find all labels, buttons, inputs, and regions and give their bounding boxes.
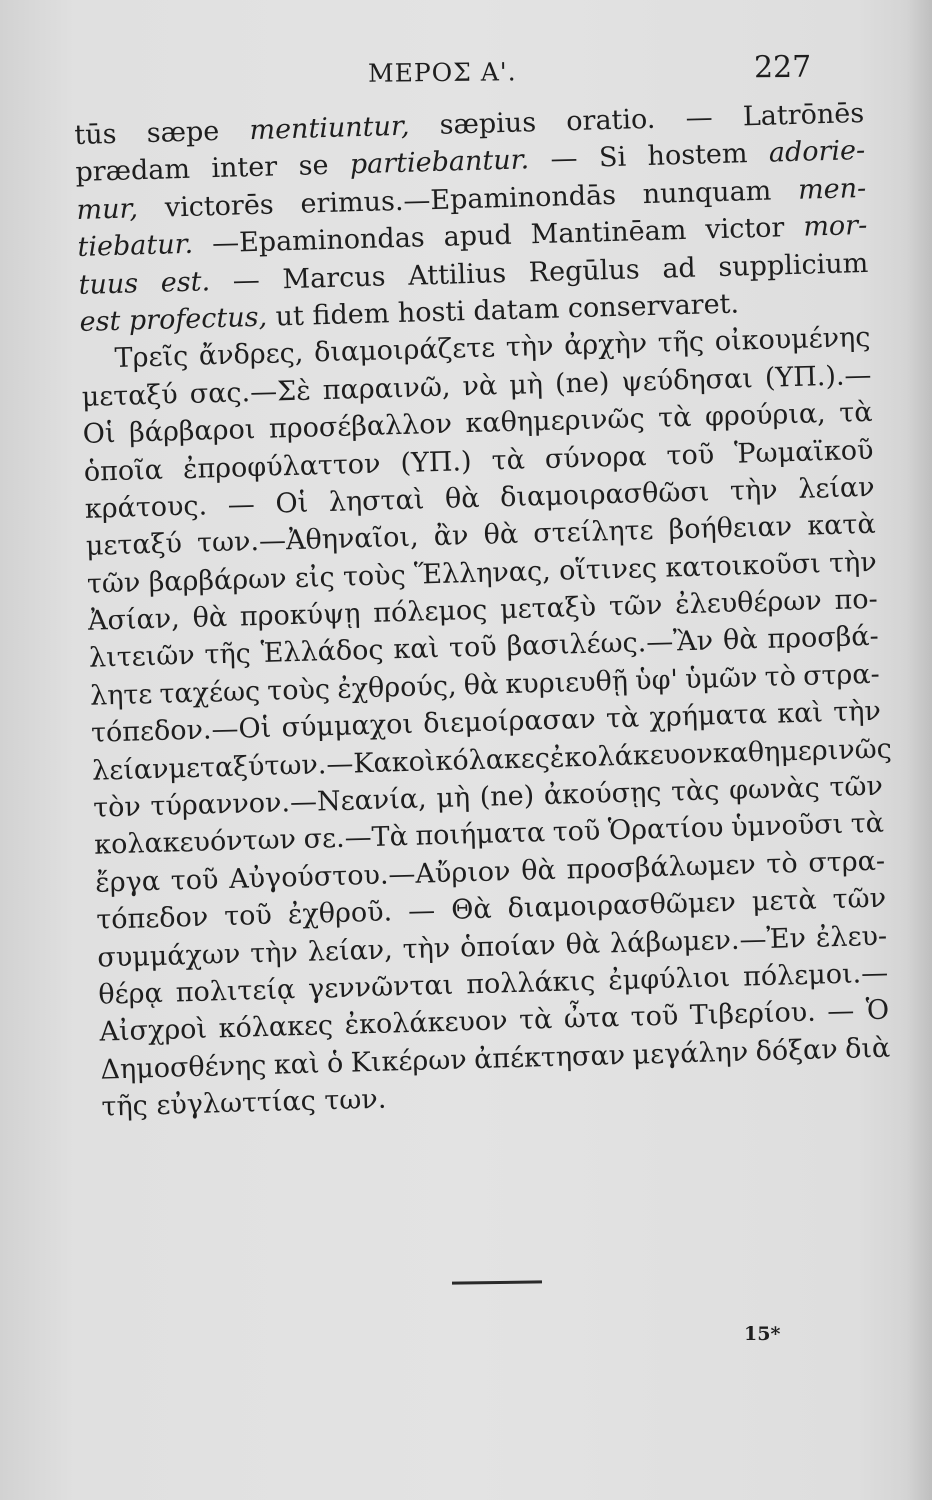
italic-word: est. (160, 265, 211, 299)
word: (ne) (554, 366, 610, 400)
word: Ἕλληνας, (413, 555, 552, 591)
word: τοῦ (223, 899, 273, 933)
word: μὴ (435, 782, 471, 815)
word: διαμοιρασθῶσι (499, 476, 710, 514)
word: τὰ (518, 1004, 553, 1037)
word: παραινῶ, (322, 371, 451, 406)
word: μεταξύ (85, 528, 183, 563)
word: θὰ (565, 928, 601, 961)
word: οἵτινες (558, 552, 658, 587)
word: καὶ (776, 697, 824, 730)
word: καθημερινῶς (465, 403, 646, 440)
word: Latrōnēs (742, 97, 865, 133)
italic-phrase: est profectus, (79, 301, 268, 338)
word: χρήματα (649, 699, 768, 734)
word: μεταξύ (81, 378, 179, 413)
word: ἐκολάκευον (344, 1005, 508, 1042)
word: ὁποίαν (459, 929, 557, 964)
word: Αὐγούστου.—Αὔριον (228, 855, 511, 895)
word: — (685, 102, 714, 134)
word: apud (443, 220, 513, 253)
word: λιτειῶν (88, 640, 196, 675)
text-run: ut fidem hosti datam conservaret. (266, 288, 740, 333)
word: θὰ (444, 482, 480, 515)
word: Θὰ (450, 893, 493, 926)
word: μεταξὺ (499, 591, 597, 626)
word: θὰ (520, 854, 557, 887)
word: σας.—Σὲ (189, 375, 312, 410)
word: Marcus (282, 260, 386, 295)
word: κολακευόντων (93, 824, 297, 862)
word: ad (661, 252, 697, 285)
word: πόλεμοι.— (742, 957, 889, 993)
word: ἐλευθέρων (674, 585, 823, 621)
word: ἄνδρες, (198, 338, 304, 372)
word: Ὁρατίου (607, 812, 724, 847)
italic-word: tiebatur. (77, 228, 194, 264)
word: συμμάχων (96, 938, 241, 974)
word: Attilius (407, 257, 507, 292)
word: tūs (74, 118, 117, 151)
word: inter (211, 151, 278, 185)
word: τὰ (850, 808, 885, 841)
word: Ἑλλάδος (260, 635, 384, 670)
word: πο- (834, 583, 879, 617)
word: θὰ (463, 669, 499, 702)
word: τὴν (505, 331, 554, 364)
word: διεμοίρασαν (422, 703, 597, 740)
word: —Epaminondas (211, 222, 426, 260)
word: τὰ (838, 396, 873, 429)
word: ἐχθροῦ. (287, 896, 393, 931)
word: τῶν (832, 882, 887, 916)
page-number: 227 (753, 49, 812, 86)
word: τοὺς (266, 673, 331, 707)
word: ἐχθρούς, (336, 670, 457, 705)
word: τοῦ (666, 438, 715, 472)
word: supplicium (718, 247, 869, 283)
word: Τρεῖς (114, 341, 189, 375)
word: se (298, 150, 329, 183)
word: κράτους. (84, 490, 208, 525)
word: κόλακες (435, 742, 551, 777)
word: φωνὰς (728, 772, 821, 806)
word: λάβωμεν.—Ἐν (609, 922, 807, 959)
word: erimus.—Epaminondās (300, 179, 617, 220)
word: — (826, 995, 855, 1028)
word: τὴν (832, 695, 882, 729)
word: ὁποῖα (83, 454, 164, 488)
word: τὸ (764, 660, 797, 693)
word: τοῦ (552, 816, 601, 849)
word: λησταὶ (328, 484, 425, 518)
word: θὰ (483, 519, 519, 552)
word: ἐκολάκευον (549, 738, 714, 774)
word: κατοικοῦσι (664, 548, 822, 584)
word: ἂν (433, 520, 469, 553)
word: Ῥωμαϊκοῦ (733, 434, 874, 470)
word: τὴν (249, 936, 299, 969)
word: (ΥΠ.) (400, 445, 472, 479)
word: σε.—Τὰ (303, 821, 409, 856)
word: διαμοιράζετε (313, 332, 496, 369)
word: τῆς (657, 326, 705, 360)
word: νὰ (462, 370, 498, 402)
word: δόξαν (755, 1033, 839, 1068)
word: (ΥΠ.).— (764, 359, 872, 394)
word: στρα- (807, 845, 886, 879)
word: Ἀσίαν, (87, 603, 181, 637)
word: θέρᾳ (98, 977, 164, 1011)
word: τὰ (657, 402, 692, 434)
word: λείαν, (307, 934, 394, 968)
word: Κικέρων (350, 1044, 468, 1079)
word: πόλεμος (372, 594, 488, 629)
word: διὰ (844, 1032, 891, 1065)
word: κατὰ (806, 509, 877, 542)
word: τὰ (491, 444, 526, 476)
word: πολλάκις (465, 965, 596, 1001)
italic-word: adorie- (768, 135, 866, 169)
word: ψεύδησαι (621, 362, 754, 398)
word: καὶ (393, 633, 440, 666)
word: — (227, 489, 256, 521)
word: θὰ (722, 624, 758, 657)
word: ποιήματα (415, 817, 546, 853)
word: τὸν (92, 791, 142, 824)
word: οἰκουμένης (714, 322, 871, 358)
word: λείαν (797, 471, 875, 505)
word: ἀκούσῃς (543, 776, 662, 812)
word: μὴ (508, 368, 544, 401)
word: τῶν (829, 770, 884, 804)
word: τῶν (608, 589, 663, 623)
word: διαμοιρασθῶμεν (507, 887, 737, 925)
word: τὴν (729, 474, 779, 507)
word: τοῦ (448, 631, 498, 665)
word: θὰ (192, 602, 228, 634)
word: τόπεδον.—Οἱ (90, 712, 272, 750)
word: λείαν (91, 753, 169, 787)
word: Ὁ (865, 994, 890, 1027)
word: oratio. (565, 103, 656, 138)
word: ὑμῶν (684, 661, 758, 696)
word: βάρβαροι (128, 414, 256, 449)
word: ὑφ' (634, 664, 679, 697)
word: τῶν (86, 567, 141, 600)
word: βαρβάρων (148, 562, 287, 598)
word: hostem (647, 138, 748, 173)
word: βασιλέως.—Ἂν (506, 625, 714, 663)
word: προσέβαλλον (268, 408, 453, 445)
word: — (232, 264, 261, 297)
word: των.—Κακοὶ (264, 745, 436, 782)
italic-word: mur, (76, 193, 139, 226)
word: τὰ (605, 702, 640, 735)
word: prædam (75, 154, 191, 189)
word: victor (704, 212, 785, 246)
word: Mantinēam (530, 215, 687, 251)
word: nunquam (642, 175, 772, 210)
word: ἀρχὴν (563, 328, 648, 362)
word: τῆς (204, 638, 252, 672)
word: σύμμαχοι (281, 709, 414, 744)
word: εἰς (294, 561, 336, 594)
word: τοὺς (342, 559, 407, 593)
text-run: τῆς εὐγλωττίας των. (101, 1083, 387, 1123)
word: τοῦ (630, 1000, 679, 1034)
word: ἐλευ- (815, 920, 888, 954)
word: προσβά- (766, 621, 880, 656)
word: γεννῶνται (307, 969, 454, 1005)
word: μετὰ (751, 884, 818, 918)
word: τὴν (402, 932, 451, 965)
word: σύνορα (544, 440, 647, 475)
word: Regūlus (528, 253, 641, 288)
word: ὁ (326, 1047, 344, 1080)
word: τοῦ (170, 864, 219, 897)
word: sæpius (439, 107, 537, 141)
word: στρα- (802, 658, 881, 692)
word: victorēs (164, 189, 275, 224)
word: ἔργα (94, 865, 161, 899)
word: ὦτα (563, 1002, 620, 1036)
word: (ne) (479, 780, 535, 813)
running-head: ΜΕΡΟΣ Α'. (367, 57, 517, 88)
body-text (74, 98, 892, 1129)
word: τύραννον.—Νεανία, (150, 783, 428, 823)
word: καθημερινῶς (712, 733, 893, 770)
word: sæpe (146, 115, 220, 149)
word: βοήθειαν (668, 511, 793, 546)
word: Δημοσθένης (100, 1049, 267, 1086)
word: — (550, 143, 578, 176)
printer-signature: 15* (744, 1323, 781, 1345)
word: Οἱ (275, 487, 309, 520)
word: μεγάλην (632, 1036, 749, 1071)
word: πολιτείᾳ (175, 974, 296, 1009)
word: Τιβερίου. (689, 997, 817, 1032)
word: των.—Ἀθηναῖοι, (196, 521, 419, 560)
word: ὑμνοῦσι (730, 809, 844, 844)
word: Αἰσχροὶ (99, 1014, 208, 1049)
word: ἀπέκτησαν (473, 1039, 626, 1075)
word: — (407, 895, 436, 928)
word: Si (598, 141, 627, 174)
word: Οἱ (82, 418, 116, 450)
word: τόπεδον (95, 901, 209, 936)
italic-word: tuus (78, 267, 139, 301)
word: προσβάλωμεν (566, 849, 757, 886)
word: προκύψῃ (239, 598, 361, 633)
word: τὸ (765, 847, 799, 880)
word: στείλητε (532, 515, 654, 550)
word: λητε (89, 678, 153, 712)
word: φρούρια, (704, 398, 827, 433)
word: ταχέως (159, 675, 261, 710)
word: μεταξύ (168, 750, 265, 785)
word: ἐμφύλιοι (607, 962, 731, 997)
word: καὶ (273, 1048, 320, 1081)
italic-word: men- (797, 172, 867, 206)
italic-word: partiebantur. (349, 144, 530, 181)
italic-word: mor- (802, 210, 868, 243)
word: κόλακες (218, 1010, 334, 1045)
word: τὴν (828, 546, 878, 579)
word: τὰς (670, 775, 720, 808)
word: κυριευθῇ (504, 665, 629, 701)
italic-word: mentiuntur, (249, 110, 410, 147)
page-edge-shadow (906, 0, 932, 1500)
word: ἐπροφύλαττον (182, 448, 381, 485)
